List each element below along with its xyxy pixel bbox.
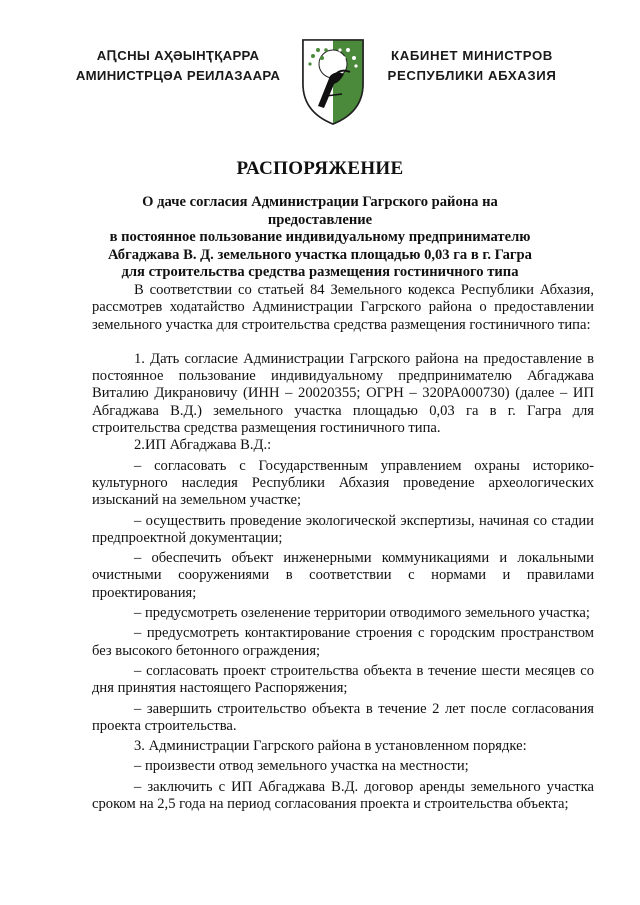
letterhead-russian-line2: РЕСПУБЛИКИ АБХАЗИЯ	[387, 68, 557, 83]
preamble-paragraph: В соответствии со статьей 84 Земельного кодекса Республики Абхазия, рассмотрев ходатайство Администрации Гагрского района о предоставлении земельного участка для строительства средства размещения гостиничного типа:	[92, 282, 594, 333]
item-2-point: – осуществить проведение экологической экспертизы, начиная со стадии предпроектной документации;	[92, 512, 594, 546]
letterhead-abkhaz-line1: АԤСНЫ АҲӘЫНҬҚАРРА	[96, 48, 260, 63]
item-2-point: – предусмотреть контактирование строения с городским пространством без высокого бетонного ограждения;	[92, 625, 594, 659]
letterhead-abkhaz	[58, 46, 298, 86]
item-2-point: – завершить строительство объекта в течение 2 лет после согласования проекта строительства.	[92, 700, 594, 734]
letterhead-russian-line1: КАБИНЕТ МИНИСТРОВ	[391, 48, 553, 63]
item-2-point: – предусмотреть озеленение территории отводимого земельного участка;	[134, 605, 590, 622]
item-3-point: – произвести отвод земельного участка на местности;	[134, 758, 469, 775]
subject-line: О даче согласия Администрации Гагрского района на предоставление	[142, 194, 498, 228]
letterhead	[0, 34, 640, 134]
letterhead-abkhaz-line2: АМИНИСТРЦӘА РЕИЛАЗААРА	[75, 68, 281, 83]
item-2-point: – согласовать с Государственным управлением охраны историко-культурного наследия Республики Абхазия проведение археологических изысканий на земельном участке;	[92, 457, 594, 509]
item-3-point: – заключить с ИП Абгаджава В.Д. договор аренды земельного участка сроком на 2,5 года на период согласования проекта и строительства объекта;	[92, 778, 594, 813]
coat-of-arms-icon	[300, 36, 366, 126]
item-2-heading: 2.ИП Абгаджава В.Д.:	[134, 437, 272, 454]
item-2-point: – согласовать проект строительства объекта в течение шести месяцев со дня принятия настоящего Распоряжения;	[92, 662, 594, 697]
subject-line: в постоянное пользование индивидуальному предпринимателю	[109, 229, 531, 246]
letterhead-russian	[372, 46, 572, 86]
item-2-point: – обеспечить объект инженерными коммуникациями и локальными очистными сооружениями в соответствии с нормами и правилами проектирования;	[92, 550, 594, 601]
item-1-paragraph: 1. Дать согласие Администрации Гагрского района на предоставление в постоянное пользование индивидуальному предпринимателю Абгаджава Виталию Дикрановичу (ИНН – 20020355; ОГРН – 320РА000730) (далее – ИП Абгаджава В.Д.) земельного участка площадью 0,03 га в г. Гагра для строительства средства размещения гостиничного типа.	[92, 350, 594, 437]
subject-line: Абгаджава В. Д. земельного участка площадью 0,03 га в г. Гагра	[108, 246, 532, 263]
subject-line: для строительства средства размещения гостиничного типа	[121, 264, 519, 281]
document-body	[92, 282, 594, 813]
document-subject	[95, 194, 545, 282]
document-title: РАСПОРЯЖЕНИЕ	[236, 158, 404, 179]
item-3-heading: 3. Администрации Гагрского района в установленном порядке:	[134, 738, 527, 755]
